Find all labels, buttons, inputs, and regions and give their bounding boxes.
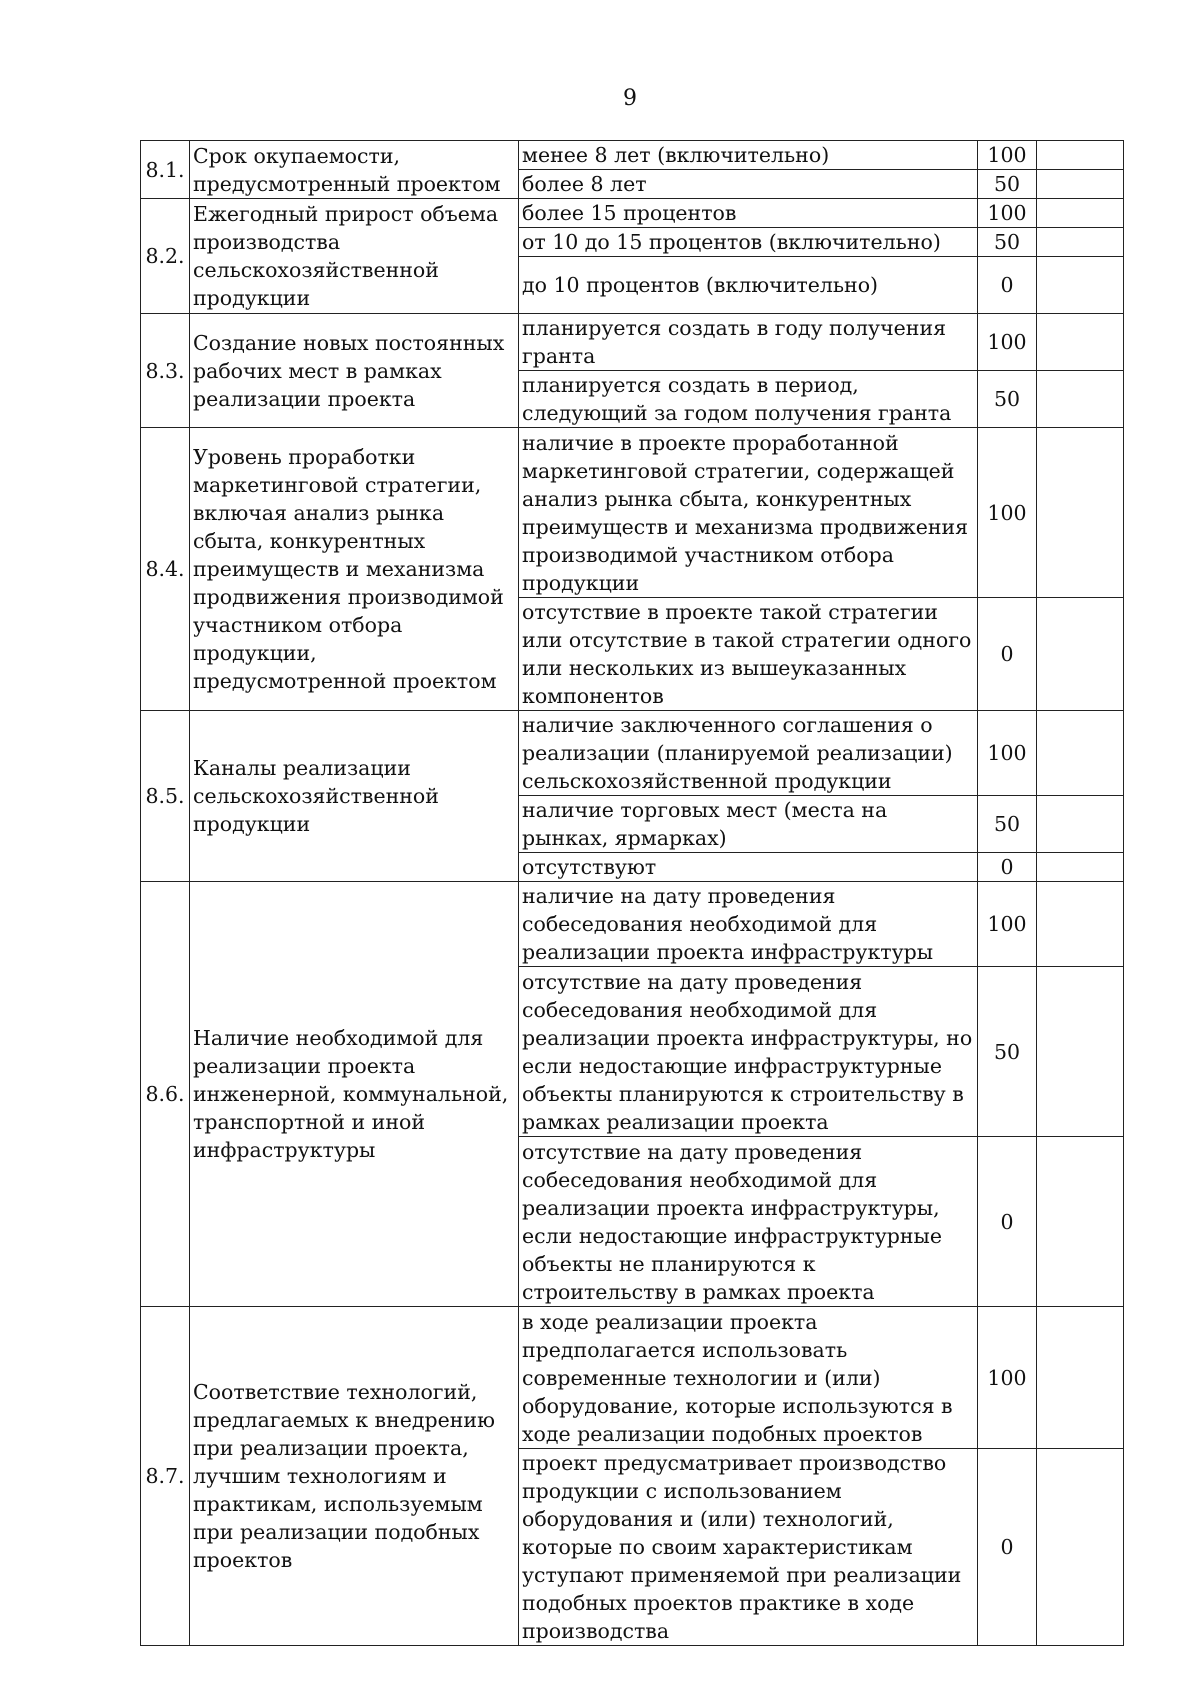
option-score: 0 [978,853,1037,882]
criterion-name: Наличие необходимой для реализации проекта инженерной, коммунальной, транспортной и иной инфраструктуры [190,882,519,1307]
criterion-number: 8.4. [141,428,190,711]
option-score: 100 [978,141,1037,170]
empty-cell [1037,170,1124,199]
option-value: отсутствие в проекте такой стратегии или отсутствие в такой стратегии одного или нескольких из вышеуказанных компонентов [519,598,978,711]
empty-cell [1037,199,1124,228]
empty-cell [1037,141,1124,170]
empty-cell [1037,428,1124,598]
option-score: 100 [978,428,1037,598]
criterion-number: 8.2. [141,199,190,314]
option-score: 100 [978,711,1037,796]
criterion-name: Создание новых постоянных рабочих мест в рамках реализации проекта [190,314,519,428]
option-score: 0 [978,598,1037,711]
criteria-table [140,140,1124,1646]
criterion-name: Ежегодный прирост объема производства сельскохозяйственной продукции [190,199,519,314]
option-score: 50 [978,796,1037,853]
empty-cell [1037,796,1124,853]
table-row [141,1307,1124,1449]
option-score: 100 [978,199,1037,228]
option-value: отсутствуют [519,853,978,882]
option-value: до 10 процентов (включительно) [519,257,978,314]
empty-cell [1037,1137,1124,1307]
table-row [141,711,1124,796]
option-value: проект предусматривает производство продукции с использованием оборудования и (или) технологий, которые по своим характеристикам уступают применяемой при реализации подобных проектов практике в ходе производства [519,1449,978,1646]
option-score: 0 [978,1449,1037,1646]
option-score: 50 [978,371,1037,428]
empty-cell [1037,1449,1124,1646]
option-value: в ходе реализации проекта предполагается использовать современные технологии и (или) оборудование, которые используются в ходе реализации подобных проектов [519,1307,978,1449]
option-score: 0 [978,257,1037,314]
option-score: 50 [978,170,1037,199]
criterion-number: 8.7. [141,1307,190,1646]
table-row [141,428,1124,598]
criterion-number: 8.5. [141,711,190,882]
option-value: отсутствие на дату проведения собеседования необходимой для реализации проекта инфраструктуры, но если недостающие инфраструктурные объекты планируются к строительству в рамках реализации проекта [519,967,978,1137]
option-score: 0 [978,1137,1037,1307]
option-value: более 8 лет [519,170,978,199]
option-value: наличие торговых мест (места на рынках, ярмарках) [519,796,978,853]
option-value: наличие на дату проведения собеседования необходимой для реализации проекта инфраструктуры [519,882,978,967]
empty-cell [1037,598,1124,711]
option-value: наличие в проекте проработанной маркетинговой стратегии, содержащей анализ рынка сбыта, конкурентных преимуществ и механизма продвижения производимой участником отбора продукции [519,428,978,598]
option-score: 50 [978,967,1037,1137]
option-value: менее 8 лет (включительно) [519,141,978,170]
empty-cell [1037,882,1124,967]
criterion-number: 8.1. [141,141,190,199]
option-score: 100 [978,882,1037,967]
option-value: наличие заключенного соглашения о реализации (планируемой реализации) сельскохозяйственной продукции [519,711,978,796]
option-value: планируется создать в году получения гранта [519,314,978,371]
table-row [141,314,1124,371]
option-value: более 15 процентов [519,199,978,228]
empty-cell [1037,1307,1124,1449]
option-value: отсутствие на дату проведения собеседования необходимой для реализации проекта инфраструктуры, если недостающие инфраструктурные объекты не планируются к строительству в рамках проекта [519,1137,978,1307]
page-number: 9 [623,86,637,111]
empty-cell [1037,228,1124,257]
empty-cell [1037,314,1124,371]
criterion-number: 8.6. [141,882,190,1307]
option-value: от 10 до 15 процентов (включительно) [519,228,978,257]
empty-cell [1037,853,1124,882]
option-score: 100 [978,314,1037,371]
empty-cell [1037,967,1124,1137]
empty-cell [1037,371,1124,428]
criterion-number: 8.3. [141,314,190,428]
criterion-name: Срок окупаемости, предусмотренный проектом [190,141,519,199]
criterion-name: Соответствие технологий, предлагаемых к внедрению при реализации проекта, лучшим технологиям и практикам, используемым при реализации подобных проектов [190,1307,519,1646]
criterion-name: Каналы реализации сельскохозяйственной продукции [190,711,519,882]
option-score: 100 [978,1307,1037,1449]
table-row [141,882,1124,967]
option-score: 50 [978,228,1037,257]
table-row [141,141,1124,170]
option-value: планируется создать в период, следующий за годом получения гранта [519,371,978,428]
empty-cell [1037,257,1124,314]
criterion-name: Уровень проработки маркетинговой стратегии, включая анализ рынка сбыта, конкурентных преимуществ и механизма продвижения производимой участником отбора продукции, предусмотренной проектом [190,428,519,711]
empty-cell [1037,711,1124,796]
table-row [141,199,1124,228]
